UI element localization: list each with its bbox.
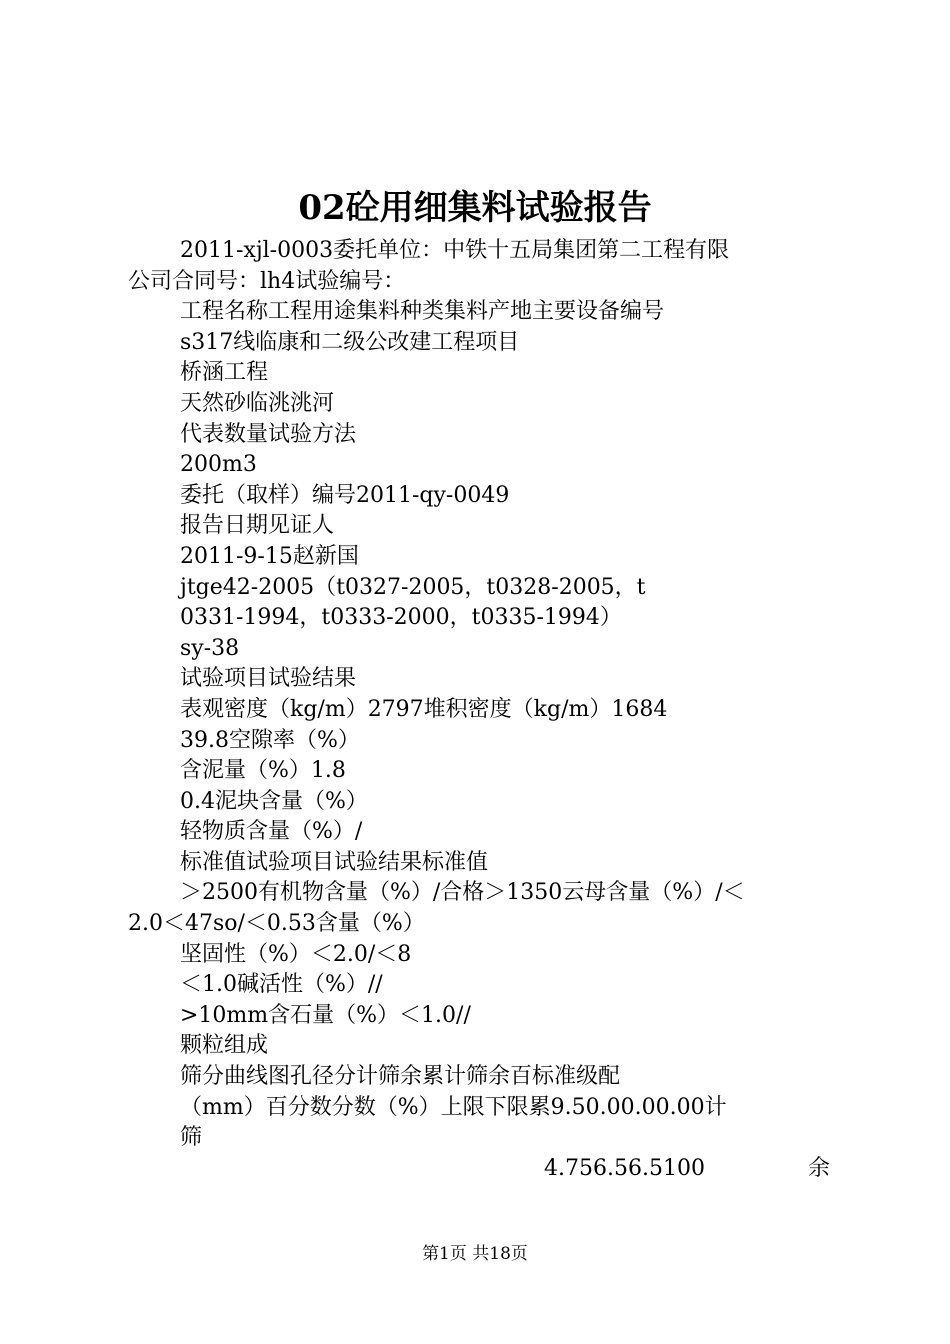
body-line: 颗粒组成 [180, 1033, 269, 1059]
body-line: 含泥量（%）1.8 [180, 758, 346, 784]
body-line: 200m3 [180, 452, 257, 478]
body-line: sy-38 [180, 635, 240, 661]
body-line: 工程名称工程用途集料种类集料产地主要设备编号 [180, 299, 665, 325]
body-line-last [128, 1154, 838, 1185]
body-line: 试验项目试验结果 [180, 666, 357, 692]
body-line: 桥涵工程 [180, 360, 269, 386]
body-line: 0331-1994，t0333-2000，t0335-1994） [180, 605, 622, 631]
last-line-value: 4.756.56.5100 [544, 1155, 705, 1181]
body-line: 2011-9-15赵新国 [180, 543, 359, 569]
body-line: （mm）百分数分数（%）上限下限累9.50.00.00.00计 [180, 1094, 727, 1120]
document-body [128, 236, 838, 1184]
document-title: 02砼用细集料试验报告 [298, 188, 652, 228]
body-line: ＜1.0碱活性（%）// [180, 972, 383, 998]
body-line: 轻物质含量（%）/ [180, 819, 363, 845]
body-line: 委托（取样）编号2011-qy-0049 [180, 482, 510, 508]
body-line: jtge42-2005（t0327-2005，t0328-2005，t [180, 574, 646, 600]
body-line: 代表数量试验方法 [180, 421, 357, 447]
body-line: 筛 [180, 1125, 203, 1151]
body-line: >10mm含石量（%）＜1.0// [180, 1002, 471, 1028]
body-line: 2.0＜47so/＜0.53含量（%） [128, 911, 425, 937]
body-line: ＞2500有机物含量（%）/合格＞1350云母含量（%）/＜ [180, 880, 745, 906]
body-line: 坚固性（%）＜2.0/＜8 [180, 941, 412, 967]
page-footer: 第1页 共18页 [422, 1244, 528, 1264]
body-line: 39.8空隙率（%） [180, 727, 360, 753]
body-line: 天然砂临洮洮河 [180, 390, 335, 416]
body-line: 公司合同号：lh4试验编号： [128, 268, 406, 294]
body-line: 表观密度（kg/m）2797堆积密度（kg/m）1684 [180, 696, 668, 722]
body-line: 0.4泥块含量（%） [180, 788, 368, 814]
body-line: 标准值试验项目试验结果标准值 [180, 849, 489, 875]
body-line: 2011-xjl-0003委托单位：中铁十五局集团第二工程有限 [180, 238, 730, 263]
body-line: s317线临康和二级公改建工程项目 [180, 329, 520, 355]
body-line: 筛分曲线图孔径分计筛余累计筛余百标准级配 [180, 1064, 621, 1090]
last-line-suffix: 余 [808, 1155, 831, 1181]
body-line: 报告日期见证人 [180, 513, 335, 539]
